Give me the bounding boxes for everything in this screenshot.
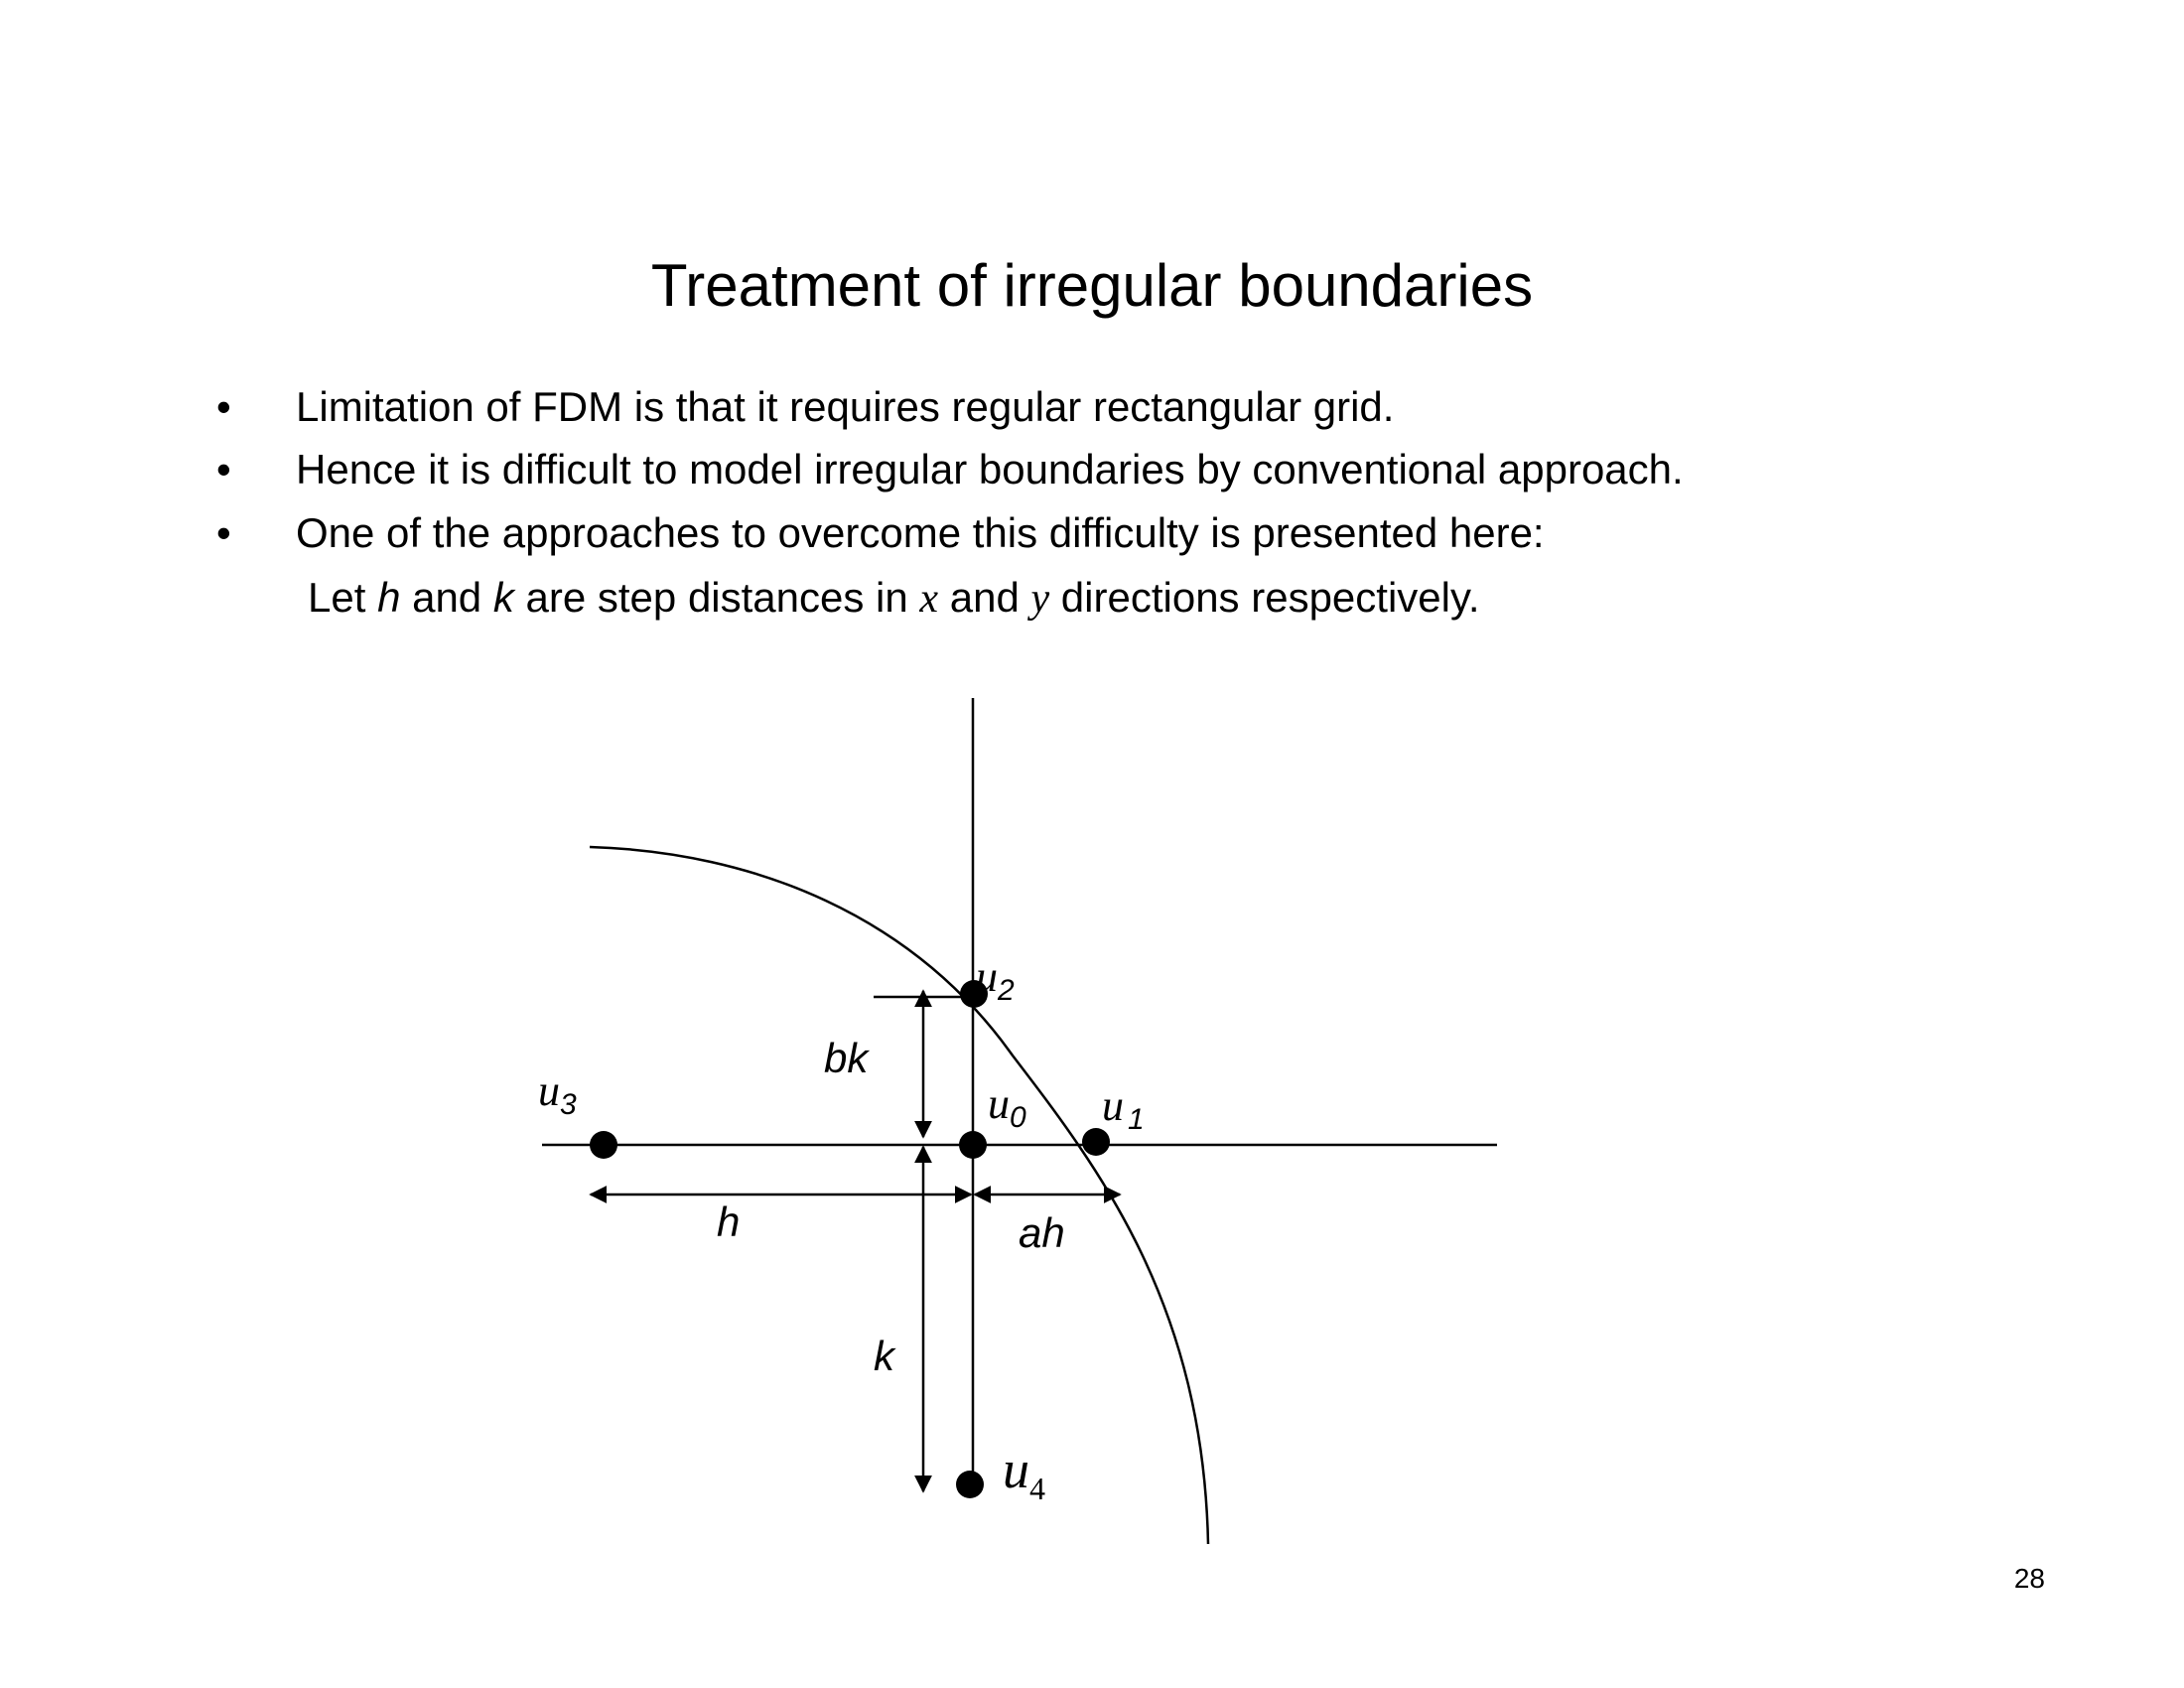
label-u2-base: u <box>976 952 998 1001</box>
label-u2 <box>976 952 1015 1007</box>
bullet-marker: • <box>216 383 231 430</box>
subline-let: Let <box>308 574 378 621</box>
node-u3 <box>590 1131 617 1159</box>
label-u1-base: u <box>1102 1081 1124 1130</box>
node-u1 <box>1082 1128 1110 1156</box>
subline-y: y <box>1030 576 1050 622</box>
subline-x: x <box>919 576 939 622</box>
subline-h: h <box>377 574 401 621</box>
node-u0 <box>959 1131 987 1159</box>
subline-are: are step distances in <box>513 574 920 621</box>
bullet-text: Limitation of FDM is that it requires regular rectangular grid. <box>296 383 1395 430</box>
bullet-text: Hence it is difficult to model irregular boundaries by conventional approach. <box>296 446 1684 492</box>
bullet-marker: • <box>216 446 231 492</box>
label-u1 <box>1102 1081 1145 1136</box>
slide-title: Treatment of irregular boundaries <box>650 252 1534 319</box>
bullet-text: One of the approaches to overcome this difficulty is presented here: <box>296 509 1545 556</box>
node-u4 <box>956 1471 984 1498</box>
label-u3-base: u <box>538 1066 560 1115</box>
subline-and2: and <box>938 574 1031 621</box>
dimension-label-k: k <box>874 1333 894 1379</box>
dimension-label-bk: bk <box>824 1035 869 1081</box>
label-u4-base: u <box>1003 1440 1029 1499</box>
label-u2-sub: 2 <box>998 974 1015 1007</box>
bullet-marker: • <box>216 509 231 556</box>
label-u0-sub: 0 <box>1010 1101 1026 1134</box>
page-number: 28 <box>2013 1563 2045 1594</box>
label-u0 <box>988 1079 1026 1134</box>
subline-and1: and <box>400 574 493 621</box>
label-u4 <box>1003 1440 1045 1506</box>
subline-end: directions respectively. <box>1049 574 1480 621</box>
dimension-label-h: h <box>717 1198 741 1245</box>
label-u3 <box>538 1066 577 1121</box>
subline-k: k <box>492 574 514 621</box>
label-u1-sub: 1 <box>1128 1103 1145 1136</box>
label-u4-sub: 4 <box>1029 1471 1045 1506</box>
label-u3-sub: 3 <box>560 1088 577 1121</box>
label-u0-base: u <box>988 1079 1010 1128</box>
dimension-label-ah: ah <box>1019 1209 1065 1256</box>
